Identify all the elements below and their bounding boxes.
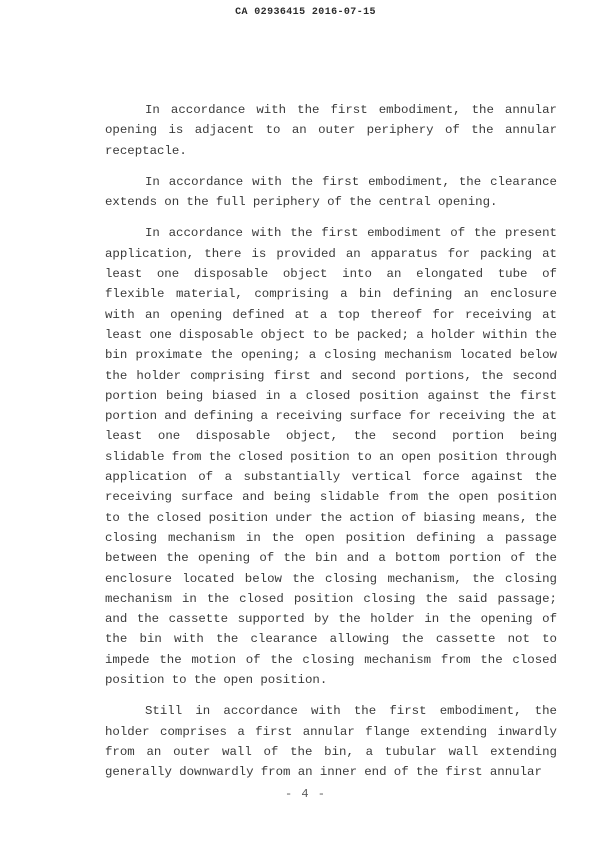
paragraph-holder-description: Still in accordance with the first embodiment, the holder comprises a first annular flange extending inwardly from an outer wall of the bin, a tubular wall extending generally downwardly from an inner end of the first annular [105, 704, 557, 780]
paragraph-apparatus-description: In accordance with the first embodiment of the present application, there is provided an apparatus for packing at least one disposable object into an elongated tube of flexible material, comprising a bin defining an enclosure with an opening defined at a top thereof for receiving at least one disposable object to be packed; a holder within the bin proximate the opening; a closing mechanism located below the holder comprising first and second portions, the second portion being biased in a closed position against the first portion and defining a receiving surface for receiving the at least one disposable object, the second portion being slidable from the closed position to an open position through application of a substantially vertical force against the receiving surface and being slidable from the open position to the closed position under the action of biasing means, the closing mechanism in the open position defining a passage between the opening of the bin and a bottom portion of the enclosure located below the closing mechanism, the closing mechanism in the closed position closing the said passage; and the cassette supported by the holder in the opening of the bin with the clearance allowing the cassette not to impede the motion of the closing mechanism from the closed position to the open position. [105, 226, 557, 688]
paragraph-annular-opening: In accordance with the first embodiment, the annular opening is adjacent to an outer periphery of the annular receptacle. [105, 103, 557, 158]
document-header: CA 02936415 2016-07-15 [235, 7, 376, 18]
paragraph-clearance: In accordance with the first embodiment, the clearance extends on the full periphery of the central opening. [105, 174, 557, 210]
page-number: - 4 - [284, 787, 326, 801]
document-body [105, 100, 557, 783]
